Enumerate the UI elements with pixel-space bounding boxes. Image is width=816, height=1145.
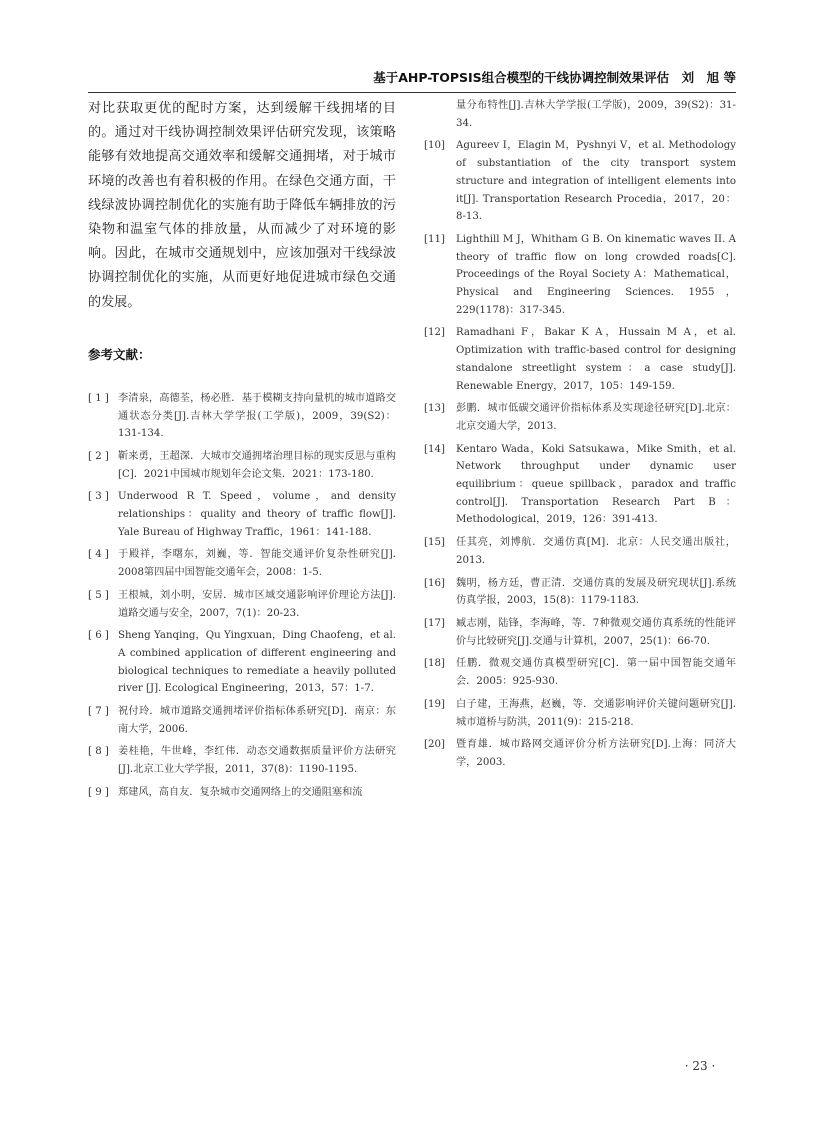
reference-number: [18] [424, 658, 445, 670]
reference-number: [11] [424, 233, 445, 245]
running-header: 基于AHP-TOPSIS组合模型的干线协调控制效果评估 刘 旭 等 [373, 70, 736, 85]
references-list-right [424, 97, 736, 772]
reference-item [424, 575, 736, 610]
reference-item [424, 324, 736, 395]
reference-text: 量分布特性[J].吉林大学学报(工学版)，2009，39(S2)：31-34. [456, 100, 736, 129]
body-paragraph: 对比获取更优的配时方案，达到缓解干线拥堵的目的。通过对干线协调控制效果评估研究发现，该策略能够有效地提高交通效率和缓解交通拥堵，对于城市环境的改善也有着积极的作用。在绿色交通方面，干线绿波协调控制优化的实施有助于降低车辆排放的污染物和温室气体的排放量，从而减少了对环境的影响。因此，在城市交通规划中，应该加强对干线绿波协调控制优化的实施，从而更好地促进城市绿色交通的发展。 [88, 101, 396, 310]
references-list-left [88, 390, 396, 802]
reference-text: Lighthill M J，Whitham G B. On kinematic waves II. A theory of traffic flow on long crowded roads[C]. Proceedings of the Royal Society A：Mathematical，Physical and Engineering Sciences. 1955，229(1178)：317-345. [456, 233, 736, 316]
reference-text: 魏明，杨方廷，曹正清．交通仿真的发展及研究现状[J].系统仿真学报，2003，15(8)：1179-1183. [456, 577, 736, 607]
reference-item [424, 231, 736, 320]
reference-number: [ 9 ] [88, 786, 109, 798]
references-title: 参考文献： [88, 346, 151, 362]
reference-text: 任其亮，刘博航．交通仿真[M]．北京：人民交通出版社，2013. [456, 537, 736, 566]
reference-text: Agureev I，Elagin M，Pyshnyi V，et al. Methodology of substantiation of the city transport system structure and integration of intelligent elements into it[J]. Transportation Research Procedia，2017，20：8-13. [456, 140, 736, 223]
reference-item [424, 736, 736, 771]
reference-item [88, 488, 396, 541]
reference-number: [15] [424, 537, 445, 549]
reference-number: [ 5 ] [88, 589, 109, 601]
reference-number: [17] [424, 617, 445, 629]
reference-item [88, 743, 396, 778]
reference-item [88, 784, 396, 802]
reference-item [88, 703, 396, 738]
page-number: · 23 · [684, 1059, 716, 1073]
reference-text: 郑建风，高自友．复杂城市交通网络上的交通阻塞和流 [118, 786, 363, 798]
reference-item [424, 97, 736, 132]
reference-text: 彭鹏．城市低碳交通评价指标体系及实现途径研究[D].北京：北京交通大学，2013. [456, 403, 736, 432]
reference-item [424, 137, 736, 226]
reference-item [424, 655, 736, 690]
reference-number: [13] [424, 403, 445, 415]
reference-text: 王根城，刘小明，安居．城市区域交通影响评价理论方法[J].道路交通与安全，2007，7(1)：20-23. [118, 589, 396, 619]
reference-text: Sheng Yanqing，Qu Yingxuan，Ding Chaofeng，et al. A combined application of different engineering and biological techniques to remediate a heavily polluted river [J]. Ecological Engineering，2013，57：1-7. [118, 630, 396, 695]
reference-number: [20] [424, 739, 445, 751]
right-column [424, 97, 736, 777]
reference-item [88, 627, 396, 698]
reference-item [424, 400, 736, 435]
reference-item [88, 587, 396, 622]
header-rule [88, 92, 736, 93]
reference-text: 暨育雄．城市路网交通评价分析方法研究[D].上海：同济大学，2003. [456, 739, 736, 768]
left-column [88, 97, 396, 807]
reference-number: [ 1 ] [88, 392, 109, 404]
reference-item [424, 615, 736, 650]
reference-number: [19] [424, 698, 445, 710]
reference-number: [12] [424, 327, 445, 339]
reference-item [424, 534, 736, 569]
reference-text: 白子建，王海燕，赵巍，等．交通影响评价关键问题研究[J]. 城市道桥与防洪，2011(9)：215-218. [456, 698, 736, 728]
reference-text: 于殿祥，李曙东，刘巍，等．智能交通评价复杂性研究[J]. 2008第四届中国智能交通年会，2008：1-5. [118, 549, 396, 579]
reference-item [424, 441, 736, 530]
reference-item [88, 390, 396, 443]
reference-number: [ 8 ] [88, 746, 109, 758]
reference-text: Kentaro Wada，Koki Satsukawa，Mike Smith，et al. Network throughput under dynamic user equilibrium：queue spillback，paradox and traffic control[J]. Transportation Research Part B：Methodological，2019，126：391-413. [456, 443, 736, 526]
reference-item [88, 546, 396, 581]
reference-text: 臧志刚，陆锋，李海峰，等．7种微观交通仿真系统的性能评价与比较研究[J].交通与计算机，2007，25(1)：66-70. [456, 617, 736, 647]
reference-number: [ 2 ] [88, 450, 109, 462]
reference-text: 李清泉，高德荃，杨必胜．基于模糊支持向量机的城市道路交通状态分类[J].吉林大学学报(工学版)，2009，39(S2)：131-134. [118, 392, 396, 440]
reference-item [88, 448, 396, 483]
reference-number: [ 6 ] [88, 630, 109, 642]
reference-number: [10] [424, 140, 445, 152]
reference-number: [ 4 ] [88, 549, 109, 561]
reference-text: 祝付玲．城市道路交通拥堵评价指标体系研究[D]．南京：东南大学，2006. [118, 706, 396, 735]
reference-item [424, 696, 736, 731]
reference-number: [16] [424, 577, 445, 589]
reference-text: 任鹏．微观交通仿真模型研究[C]．第一届中国智能交通年会．2005：925-930. [456, 658, 736, 688]
reference-text: 姜桂艳，牛世峰，李红伟．动态交通数据质量评价方法研究[J].北京工业大学学报，2011，37(8)：1190-1195. [118, 746, 396, 776]
reference-number: [14] [424, 443, 445, 455]
reference-text: Underwood R T. Speed，volume，and density relationships：quality and theory of traffic flow[J]. Yale Bureau of Highway Traffic，1961：141-188. [118, 491, 396, 538]
reference-number: [ 7 ] [88, 706, 109, 718]
reference-text: Ramadhani F，Bakar K A，Hussain M A，et al. Optimization with traffic-based control for designing standalone streetlight system：a case study[J]. Renewable Energy，2017，105：149-159. [456, 327, 736, 392]
reference-text: 靳来勇，王超深．大城市交通拥堵治理目标的现实反思与重构[C]．2021中国城市规划年会论文集．2021：173-180. [118, 450, 396, 480]
reference-number: [ 3 ] [88, 491, 109, 503]
